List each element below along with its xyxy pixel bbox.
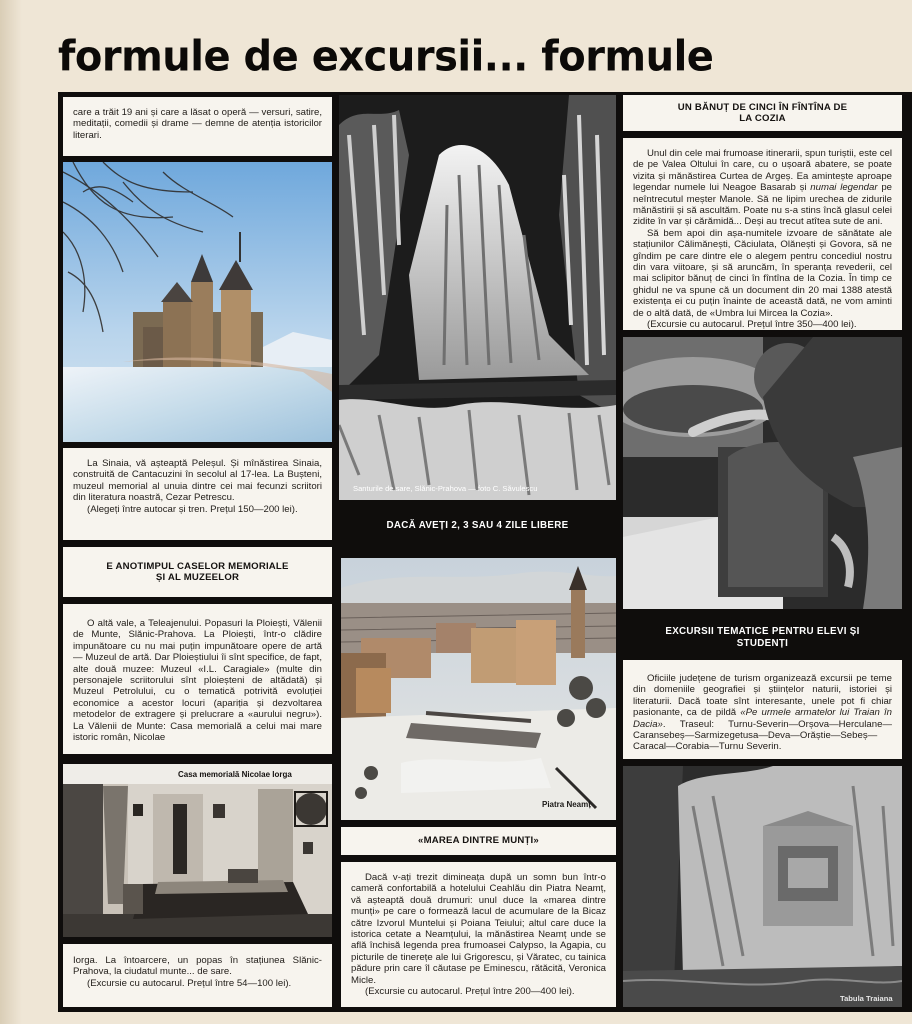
students-text-end: . Traseul: Turnu-Severin—Orșova—Herculane—Caransebeș—Sarmizegetusa—Deva—Orăștie—Sebeș—Caracal—Corabia—Turnu Severin.: [633, 718, 892, 753]
tabula-photo-caption: Tabula Traiana: [840, 994, 893, 1003]
cozia-p1-emphasis: numai legendar: [810, 182, 878, 194]
marea-text-box: [341, 862, 616, 1007]
students-text-emphasis: «Pe urmele armatelor lui Traian în Dacia»: [633, 707, 893, 730]
sinaia-paragraph: La Sinaia, vă așteaptă Peleșul. Și mînăstirea Sinaia, construită de Cantacuzini în secolul al 17-lea. La Bușteni, muzeul memorial al unuia dintre cei mai fecunzi scriitori din literatura noastră, Cezar Petrescu.: [73, 458, 322, 504]
iorga-text-box: [63, 944, 332, 1007]
students-banner: [623, 626, 902, 649]
headline-text: formule de excursii... formule: [58, 34, 714, 82]
sinaia-text-box: [63, 448, 332, 540]
iorga-price: (Excursie cu autocarul. Prețul între 54—100 lei).: [87, 977, 292, 989]
cozia-paragraph-1: [633, 148, 892, 228]
teleajen-paragraph: O altă vale, a Teleajenului. Popasuri la Ploiești, Vălenii de Munte, Slănic-Prahova. La Ploiești, într-o clădire impunătoare cu nu mai puțin impunătoare opere de artă — Muzeul de artă. Dar Ploieștiului îi sînt specifice, de fapt, alte două muzee: Muzeul «I.L. Caragiale» (multe din personajele scriitorului sînt ploieșteni de altădată) și Muzeul Petrolului, cu o tematică potrivită evoluției economice a acestor locuri (apariția și dezvoltarea metodelor de extragere și prelucrare a «aurului negru»). La Vălenii de Munte: Casa memorială a celui mai mare istoric român, Nicolae: [73, 618, 322, 744]
memorial-heading: E ANOTIMPUL CASELOR MEMORIALE ȘI AL MUZEELOR: [106, 560, 289, 583]
teleajen-text-box: [63, 604, 332, 754]
cozia-heading-box: [623, 95, 902, 131]
marea-heading-box: [341, 827, 616, 855]
memorial-heading-box: [63, 547, 332, 597]
intro-text-box: [63, 97, 332, 156]
peles-castle-photo: [63, 162, 332, 442]
magazine-board: [58, 92, 912, 1012]
students-banner-text: EXCURSII TEMATICE PENTRU ELEVI ȘI STUDENȚI: [665, 626, 860, 649]
students-text-box: [623, 660, 902, 759]
page-edge-shadow: [0, 0, 22, 1024]
marea-price: (Excursie cu autocarul. Prețul între 200—400 lei).: [365, 986, 575, 998]
fountain-photo: [623, 337, 902, 609]
piatra-photo-caption: Piatra Neamț: [542, 800, 591, 809]
students-paragraph: [633, 673, 892, 753]
iorga-house-photo: [63, 764, 332, 937]
cozia-text-box: [623, 138, 902, 330]
salt-ice-photo: [339, 95, 616, 500]
students-text-start: Oficiile județene de turism organizează excursii pe teme din domeniile geografiei și științelor naturii, istoriei și literaturii. Dacă toate sînt interesante, unele pot fi chiar pasionante, ca de pildă: [633, 673, 892, 719]
intro-paragraph: care a trăit 19 ani și care a lăsat o operă — versuri, satire, meditații, comedii și drame — demne de atenția istoricilor literari.: [73, 107, 322, 141]
sinaia-price: (Alegeți între autocar și tren. Prețul 150—200 lei).: [87, 503, 298, 515]
free-days-banner: DACĂ AVEȚI 2, 3 SAU 4 ZILE LIBERE: [386, 520, 569, 531]
marea-paragraph: Dacă v-ați trezit dimineața după un somn bun într-o cameră confortabilă a hotelului Ceahlău din Piatra Neamț, vă așteaptă două drumuri: unul duce la «marea dintre munți» pe care o formează lacul de acumulare de la Bicaz către Izvorul Muntelui și Poiana Teiului; altul care duce la istorica cetate a Neamțului, la mănăstirea Neamț unde se află închisă legenda prea frumoasei Calypso, la Agapia, cu picturile de tinerețe ale lui Grigorescu, și Văratec, cu tainica pădure prin care îl căutase pe Eminescu, rătăcită, Veronica Micle.: [351, 872, 606, 986]
cozia-p1-end: pe neîntrecutul meșter Manole. Să ne lipim urechea de zidurile mănăstirii și să ascultăm. Poate nu s-a stins încă glasul celei zidite în var și cărămidă... Deși au trecut atîtea sute de ani.: [633, 182, 892, 228]
iorga-paragraph: Iorga. La întoarcere, un popas în stațiunea Slănic-Prahova, la ciudatul munte... de sare.: [73, 955, 322, 978]
tabula-traiana-photo: [623, 766, 902, 1007]
cozia-p1-start: Unul din cele mai frumoase itinerarii, spun turiștii, este cel de pe Valea Oltului în care, cu o ușoară abatere, se poate vizita și mănăstirea Curtea de Argeș. Ea amintește aproape legendar numele lui Neagoe Basarab și: [633, 148, 892, 194]
cozia-price: (Excursie cu autocarul. Prețul între 350—400 lei).: [647, 319, 857, 330]
piatra-neamt-photo: [341, 558, 616, 820]
marea-heading: «MAREA DINTRE MUNȚI»: [418, 835, 539, 847]
iorga-photo-caption: Casa memorială Nicolae Iorga: [178, 770, 292, 779]
page-headline: [58, 34, 912, 84]
cozia-paragraph-2: Să bem apoi din așa-numitele izvoare de sănătate ale stațiunilor Călimănești, Căciulata, Olănești și Govora, să ne gîndim pe care dintre ele o alegem pentru concediul nostru din vara viitoare, și să aruncăm, în speranța revederii, cel mai sclipitor bănuț de cinci în fîntîna de la Cozia. În timp ce ghidul ne va spune că un document din 20 mai 1388 atestă existența ei cu puțin înainte de această dată, ne vom aminti de o altă dată, de «Umbra lui Mircea la Cozia».: [633, 227, 892, 319]
ice-photo-caption: Santurile de sare, Slănic-Prahova — foto C. Săvulescu: [353, 484, 538, 493]
cozia-heading: UN BĂNUȚ DE CINCI ÎN FÎNTÎNA DE LA COZIA: [677, 101, 848, 124]
